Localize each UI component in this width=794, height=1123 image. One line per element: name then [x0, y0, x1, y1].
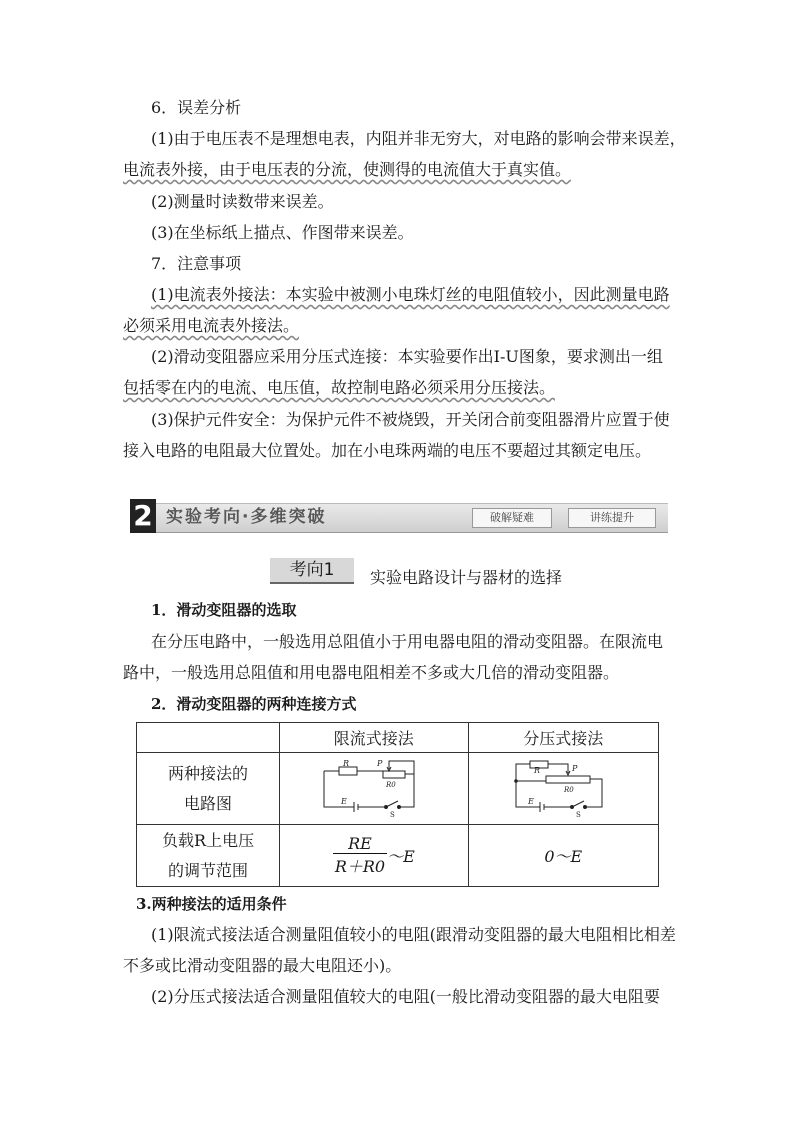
section7-p3-line2: 接入电路的电阻最大位置处。加在小电珠两端的电压不要超过其额定电压。 — [123, 441, 652, 460]
table-corner — [137, 723, 280, 753]
range-numerator: RE — [333, 834, 387, 854]
kaoxiang-tag: 考向1 — [270, 558, 354, 584]
section7-heading: 7．注意事项 — [151, 254, 242, 273]
label-R0: R0 — [385, 780, 396, 789]
xianliu-circuit-cell — [280, 753, 468, 825]
item3-heading: 3.两种接法的适用条件 — [136, 895, 287, 913]
table-row-label-circuit — [137, 753, 280, 825]
xianliu-circuit-diagram — [319, 759, 429, 819]
item3-line1: (1)限流式接法适合测量阻值较小的电阻(跟滑动变阻器的最大电阻相比相差 — [151, 925, 676, 944]
row2-label-line1: 负载R上电压 — [162, 830, 255, 850]
item1-heading: 1．滑动变阻器的选取 — [151, 601, 297, 619]
fenya-circuit-diagram — [508, 759, 618, 819]
section6-p2: (2)测量时读数带来误差。 — [151, 192, 334, 211]
fenya-circuit-cell — [468, 753, 658, 825]
xianliu-range-cell — [280, 825, 468, 887]
label-S: S — [389, 810, 395, 819]
label-P: P — [572, 763, 578, 773]
section6-p1-line2: 电流表外接，由于电压表的分流，使测得的电流值大于真实值。 — [123, 160, 572, 179]
range-fraction — [333, 834, 387, 877]
section6-p3: (3)在坐标纸上描点、作图带来误差。 — [151, 223, 414, 242]
item1-line1: 在分压电路中，一般选用总阻值小于用电器电阻的滑动变阻器。在限流电 — [151, 632, 664, 651]
item1-line2: 路中，一般选用总阻值和用电器电阻相差不多或大几倍的滑动变阻器。 — [123, 663, 620, 682]
section7-p2-line2: 包括零在内的电流、电压值，故控制电路必须采用分压接法。 — [123, 378, 556, 397]
label-S: S — [576, 810, 582, 819]
section6-p1-line1: (1)由于电压表不是理想电表，内阻并非无穷大，对电路的影响会带来误差， — [151, 129, 686, 148]
table-header-fenya: 分压式接法 — [468, 723, 658, 753]
item3-line3: (2)分压式接法适合测量阻值较大的电阻(一般比滑动变阻器的最大电阻要 — [151, 987, 660, 1006]
range-denominator: R＋R0 — [334, 857, 386, 876]
fenya-range-cell: 0～E — [468, 825, 658, 887]
item2-heading: 2．滑动变阻器的两种连接方式 — [151, 695, 357, 713]
section7-p3-line1: (3)保护元件安全：为保护元件不被烧毁，开关闭合前变阻器滑片应置于使 — [151, 410, 670, 429]
label-R: R — [534, 765, 541, 775]
section7-p1-line2: 必须采用电流表外接法。 — [123, 316, 300, 335]
section7-p2-line1: (2)滑动变阻器应采用分压式连接：本实验要作出I-U图象，要求测出一组 — [151, 347, 663, 366]
banner-button-pojie[interactable]: 破解疑难 — [472, 508, 552, 528]
range-tail: ～E — [387, 847, 415, 866]
row2-label-line2: 的调节范围 — [168, 860, 249, 880]
item3-line2: 不多或比滑动变阻器的最大电阻还小)。 — [123, 956, 402, 975]
table-row-label-range — [137, 825, 280, 887]
connection-table — [136, 722, 659, 887]
banner-button-jianglian[interactable]: 讲练提升 — [568, 508, 656, 528]
label-R0: R0 — [564, 785, 574, 794]
label-P: P — [376, 758, 383, 768]
label-E: E — [528, 796, 535, 806]
label-R: R — [342, 758, 349, 768]
banner-number: 2 — [130, 499, 156, 533]
table-header-xianliu: 限流式接法 — [280, 723, 468, 753]
section6-heading: 6．误差分析 — [151, 98, 242, 117]
row1-label-line1: 两种接法的 — [168, 763, 249, 783]
section7-p1-line1: (1)电流表外接法：本实验中被测小电珠灯丝的电阻值较小，因此测量电路 — [151, 285, 670, 304]
kaoxiang-title: 实验电路设计与器材的选择 — [370, 568, 563, 587]
banner-title: 实验考向·多维突破 — [166, 507, 327, 527]
label-E: E — [340, 796, 347, 806]
row1-label-line2: 电路图 — [184, 793, 233, 813]
